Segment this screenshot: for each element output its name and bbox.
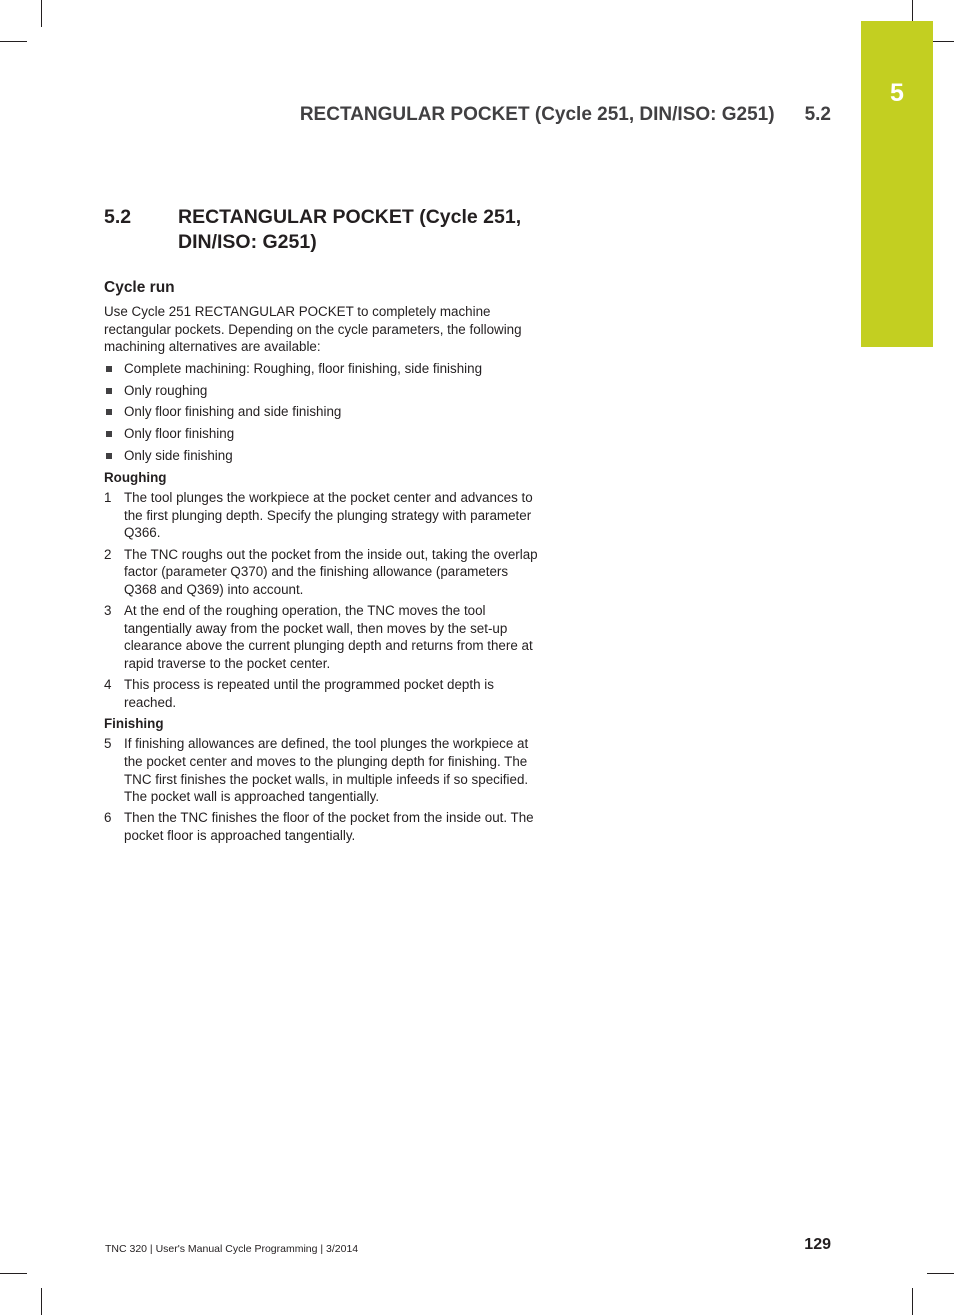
- list-item-text: Only roughing: [124, 382, 208, 398]
- chapter-number: 5: [890, 79, 904, 107]
- bullet-square-icon: [106, 409, 112, 415]
- bullet-square-icon: [106, 366, 112, 372]
- section-number: 5.2: [104, 206, 132, 228]
- page-number: 129: [804, 1236, 831, 1253]
- step-number: 1: [104, 490, 112, 506]
- subheading-cycle-run: Cycle run: [104, 279, 175, 296]
- step-text: This process is repeated until the programmed pocket depth is reached.: [124, 677, 494, 710]
- chapter-tab: [861, 21, 933, 347]
- alternatives-list: [104, 360, 540, 465]
- section-title-text: RECTANGULAR POCKET (Cycle 251, DIN/ISO: G251): [178, 206, 522, 253]
- running-header: [300, 104, 831, 126]
- step-number: 3: [104, 603, 112, 619]
- list-item: [104, 382, 540, 400]
- bullet-square-icon: [106, 431, 112, 437]
- crop-mark: [0, 1273, 27, 1274]
- crop-mark: [927, 1273, 954, 1274]
- step-number: 5: [104, 736, 112, 752]
- step-item: [104, 489, 540, 542]
- step-item: [104, 602, 540, 672]
- step-text: The tool plunges the workpiece at the pocket center and advances to the first plunging depth. Specify the plunging strategy with parameter Q366.: [124, 490, 533, 541]
- step-text: If finishing allowances are defined, the tool plunges the workpiece at the pocket center and moves to the plunging depth for finishing. The TNC first finishes the pocket walls, in multiple infeeds if so specified. The pocket wall is approached tangentially.: [124, 736, 529, 805]
- crop-mark: [912, 1288, 913, 1315]
- intro-paragraph: Use Cycle 251 RECTANGULAR POCKET to completely machine rectangular pockets. Depending on the cycle parameters, the following machining alternatives are available:: [104, 304, 522, 355]
- running-header-title: RECTANGULAR POCKET (Cycle 251, DIN/ISO: G251): [299, 104, 775, 125]
- list-item-text: Only floor finishing: [124, 426, 235, 442]
- roughing-steps: [104, 489, 540, 711]
- list-item-text: Only floor finishing and side finishing: [124, 404, 342, 420]
- step-text: At the end of the roughing operation, the TNC moves the tool tangentially away from the pocket wall, then moves by the set-up clearance above the current plunging depth and returns from there at rapid traverse to the pocket center.: [124, 603, 533, 671]
- bullet-square-icon: [106, 388, 112, 394]
- footer-text: TNC 320 | User's Manual Cycle Programming | 3/2014: [105, 1243, 359, 1255]
- running-header-section: 5.2: [804, 104, 831, 125]
- step-number: 6: [104, 810, 112, 826]
- finishing-steps: [104, 735, 540, 844]
- section-title: [104, 205, 540, 255]
- crop-mark: [41, 1288, 42, 1315]
- list-item: [104, 425, 540, 443]
- list-item-text: Only side finishing: [124, 447, 233, 463]
- crop-mark: [0, 41, 27, 42]
- finishing-label: Finishing: [104, 715, 164, 731]
- step-text: The TNC roughs out the pocket from the inside out, taking the overlap factor (parameter Q370) and the finishing allowance (parameters Q368 and Q369) into account.: [124, 546, 538, 597]
- step-number: 4: [104, 677, 112, 692]
- roughing-label: Roughing: [104, 469, 167, 485]
- list-item-text: Complete machining: Roughing, floor finishing, side finishing: [124, 360, 483, 376]
- list-item: [104, 403, 540, 421]
- list-item: [104, 447, 540, 465]
- step-text: Then the TNC finishes the floor of the pocket from the inside out. The pocket floor is approached tangentially.: [124, 810, 534, 843]
- step-item: [104, 809, 540, 844]
- step-item: [104, 546, 540, 599]
- step-item: [104, 676, 540, 711]
- list-item: [104, 360, 540, 378]
- crop-mark: [41, 0, 42, 27]
- main-content: [104, 205, 540, 848]
- step-item: [104, 735, 540, 805]
- bullet-square-icon: [106, 453, 112, 459]
- step-number: 2: [104, 546, 112, 562]
